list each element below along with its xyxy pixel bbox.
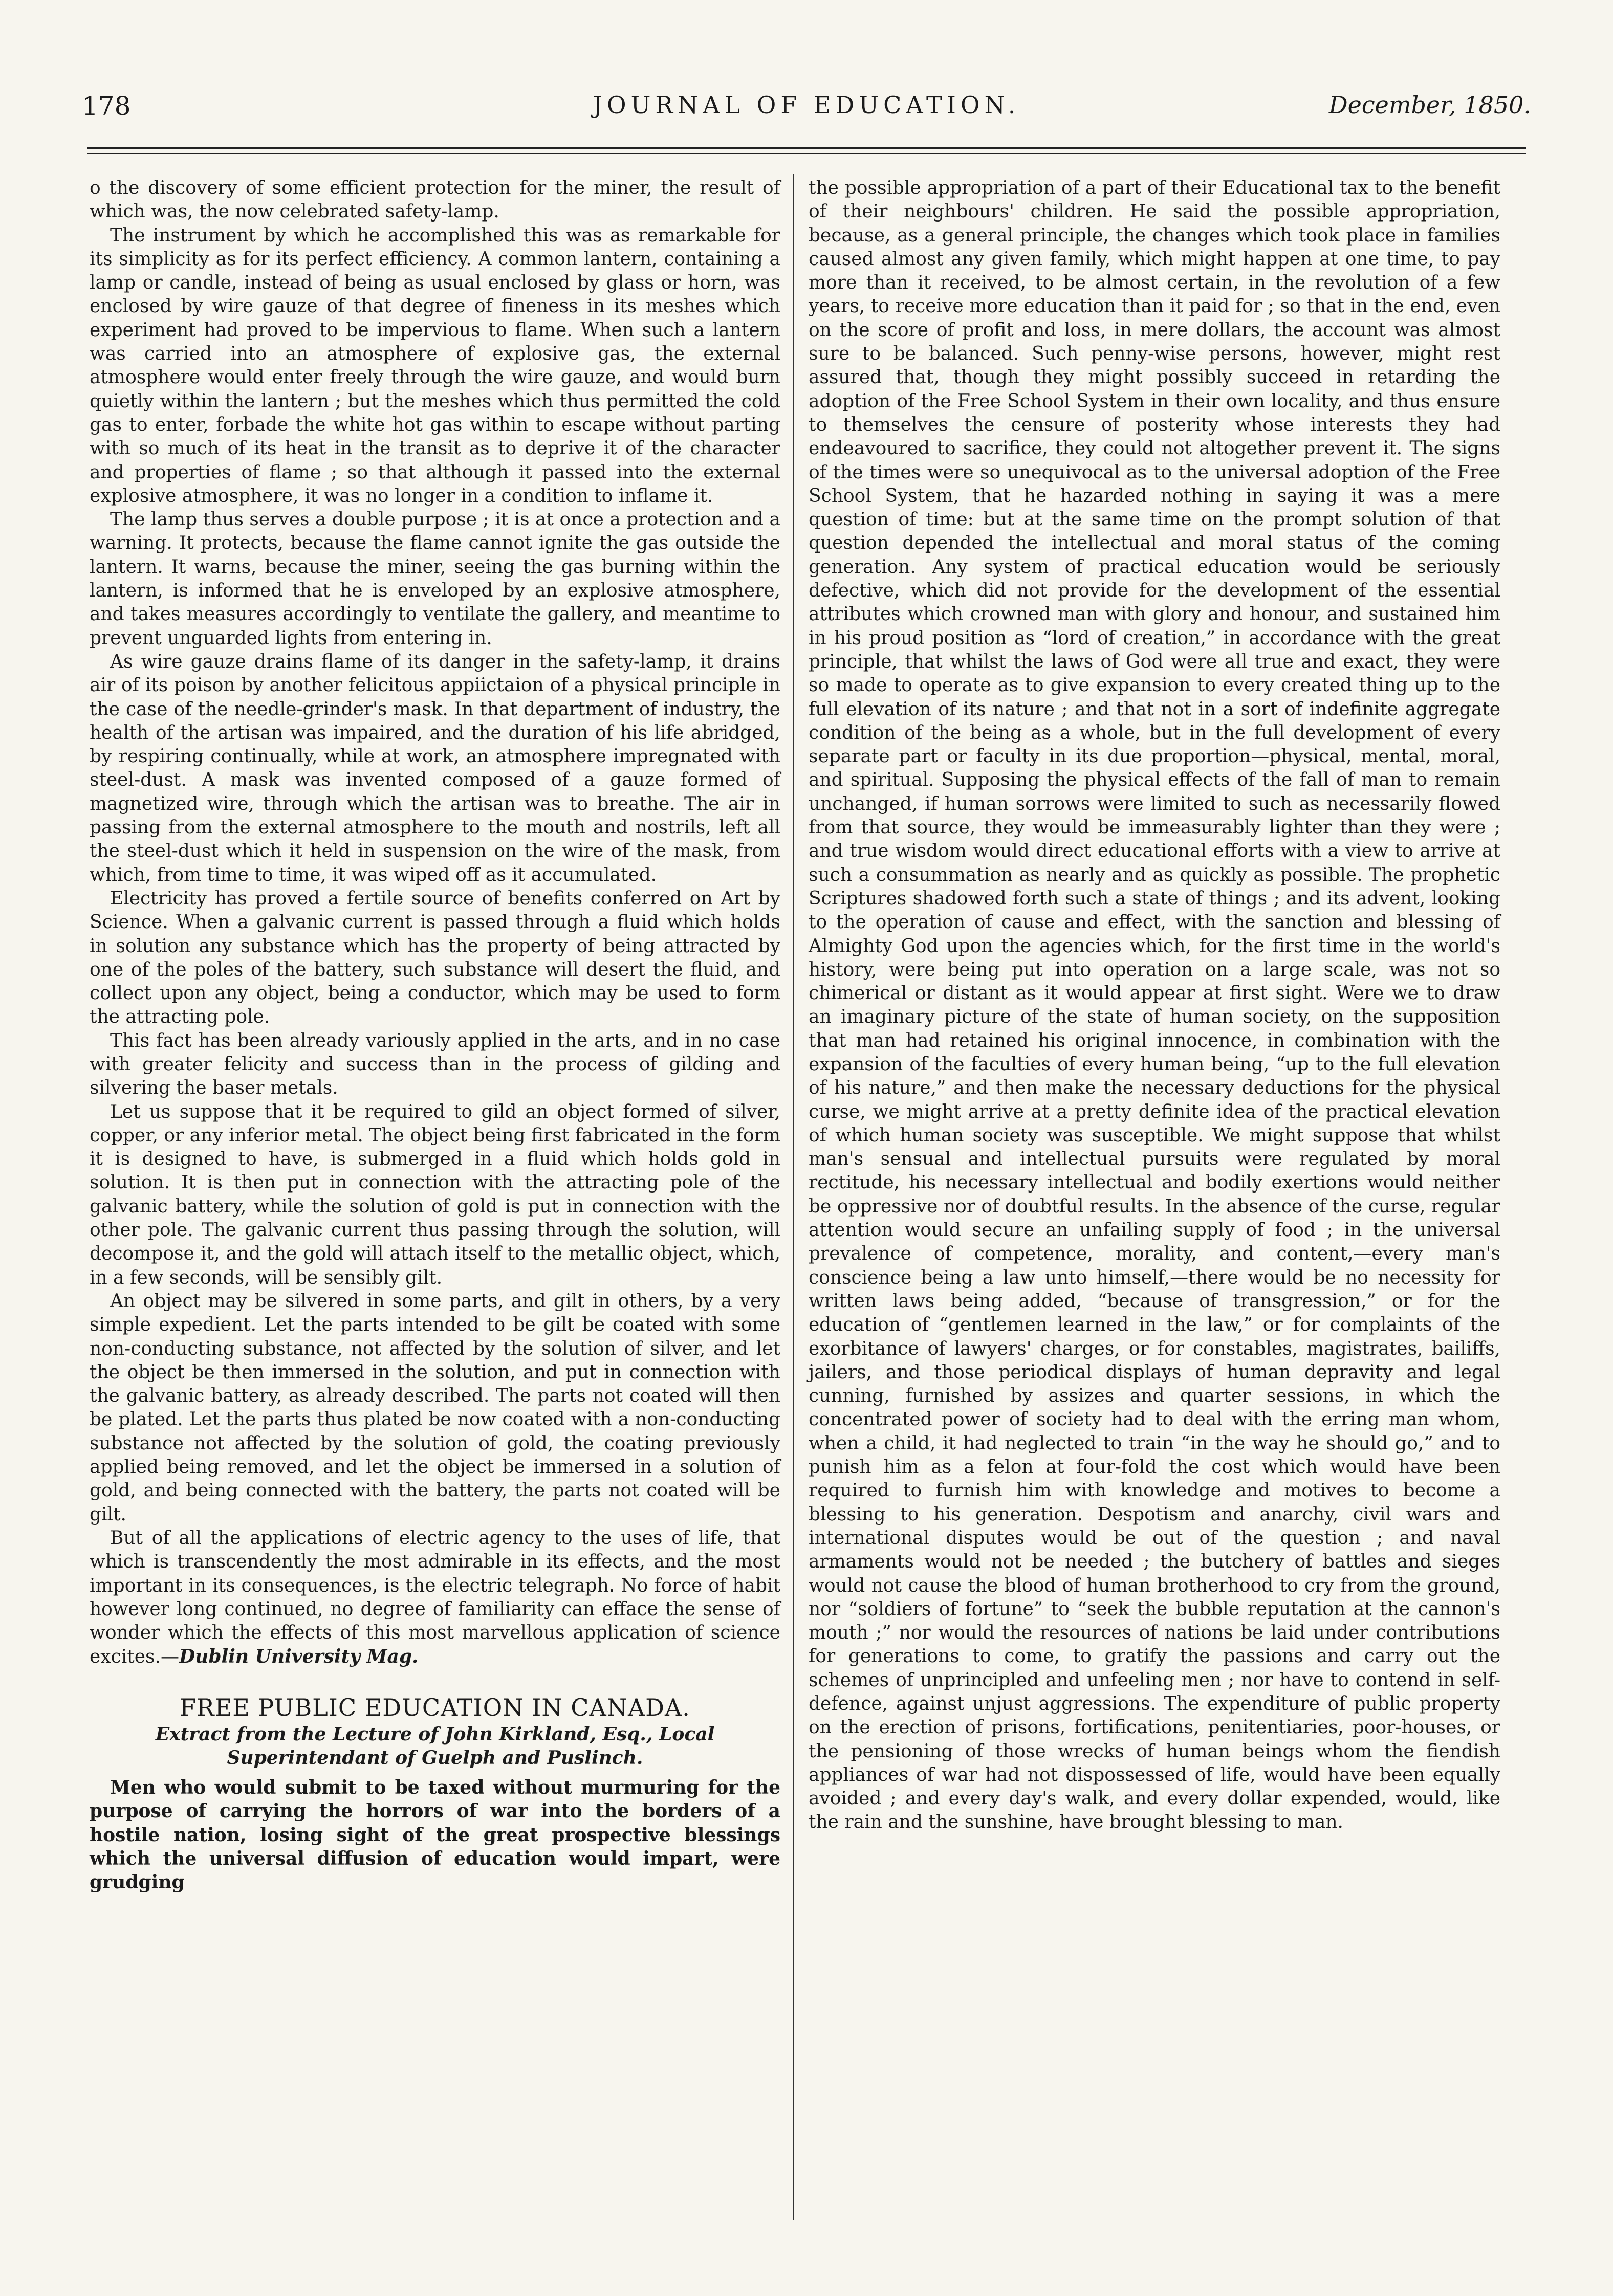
paragraph: Let us suppose that it be required to gild an object formed of silver, copper, or any inferior metal. The object being first fabricated in the form it is designed to have, is submerged in a fluid which holds gold in solution. It is then put in connection with the attracting pole of the galvanic battery, while the solution of gold is put in connection with the other pole. The galvanic current thus passing through the solution, will decompose it, and the gold will attach itself to the metallic object, which, in a few seconds, will be sensibly gilt. [90,1101,780,1288]
paragraph: This fact has been already variously applied in the arts, and in no case with greater felicity and success than in the process of gilding and silvering the baser metals. [90,1030,780,1099]
left-column [90,176,780,1894]
column-divider [793,174,794,2220]
citation: Dublin University Mag. [179,1646,419,1668]
paragraph: An object may be silvered in some parts, and gilt in others, by a very simple expedient. Let the parts intended to be gilt be coated with some non-conducting substance, not affected by the solution of silver, and let the object be then immersed in the solution, and put in connection with the galvanic battery, as already described. The parts not coated will then be plated. Let the parts thus plated be now coated with a non-conducting substance not affected by the solution of gold, the coating previously applied being removed, and let the object be immersed in a solution of gold, and being connected with the battery, the parts not coated will be gilt. [90,1290,780,1525]
section-subheading: Extract from the Lecture of John Kirkland, Esq., Local Superintendant of Guelph and Puslinch. [155,1724,715,1769]
page-number: 178 [82,91,131,121]
paragraph: The lamp thus serves a double purpose ; it is at once a protection and a warning. It protects, because the flame cannot ignite the gas outside the lantern. It warns, because the miner, seeing the gas burning within the lantern, is informed that he is enveloped by an explosive atmosphere, and takes measures accordingly to ventilate the gallery, and meantime to prevent unguarded lights from entering in. [90,509,780,649]
final-paragraph [90,1527,780,1669]
paragraph: The instrument by which he accomplished this was as remarkable for its simplicity as for its perfect efficiency. A common lantern, containing a lamp or candle, instead of being as usual enclosed by glass or horn, was enclosed by wire gauze of that degree of fineness in its meshes which experiment had proved to be impervious to flame. When such a lantern was carried into an atmosphere of explosive gas, the external atmosphere would enter freely through the wire gauze, and would burn quietly within the lantern ; but the meshes which thus permitted the cold gas to enter, forbade the white hot gas within to escape without parting with so much of its heat in the transit as to deprive it of the character and properties of flame ; so that although it passed into the external explosive atmosphere, it was no longer in a condition to inflame it. [90,225,780,506]
final-paragraph-text: But of all the applications of electric agency to the uses of life, that which is transcendently the most admirable in its effects, and the most important in its consequences, is the electric telegraph. No force of habit however long continued, no degree of familiarity can efface the sense of wonder which the effects of this most marvellous application of science excites.— [90,1527,780,1668]
page-header [82,91,1531,122]
section-paragraph: Men who would submit to be taxed without murmuring for the purpose of carrying the horrors of war into the borders of a hostile nation, losing sight of the great prospective blessings which the universal diffusion of education would impart, were grudging [90,1777,780,1893]
section-heading: FREE PUBLIC EDUCATION IN CANADA. [180,1693,690,1721]
paragraph: Electricity has proved a fertile source of benefits conferred on Art by Science. When a galvanic current is passed through a fluid which holds in solution any substance which has the property of being attracted by one of the poles of the battery, such substance will desert the fluid, and collect upon any object, being a conductor, which may be used to form the attracting pole. [90,888,780,1028]
paragraph: the possible appropriation of a part of their Educational tax to the benefit of their neighbours' children. He said the possible appropriation, because, as a general principle, the changes which took place in families caused almost any given family, which might happen at one time, to pay more than it received, to be almost certain, in the revolution of a few years, to receive more education than it paid for ; so that in the end, even on the score of profit and loss, in mere dollars, the account was almost sure to be balanced. Such penny-wise persons, however, might rest assured that, though they might possibly succeed in retarding the adoption of the Free School System in their own locality, and thus ensure to themselves the censure of posterity whose interests they had endeavoured to sacrifice, they could not altogether prevent it. The signs of the times were so unequivocal as to the universal adoption of the Free School System, that he hazarded nothing in saying it was a mere question of time: but at the same time on the prompt solution of that question depended the intellectual and moral status of the coming generation. Any system of practical education would be seriously defective, which did not provide for the development of the essential attributes which crowned man with glory and honour, and sustained him in his proud position as “lord of creation,” in accordance with the great principle, that whilst the laws of God were all true and exact, they were so made to operate as to give expansion to every created thing up to the full elevation of its nature ; and that not in a sort of indefinite aggregate condition of the being as a whole, but in the full development of every separate part or faculty in its due proportion—physical, mental, moral, and spiritual. Supposing the physical effects of the fall of man to remain unchanged, if human sorrows were limited to such as necessarily flowed from that source, they would be immeasurably lighter than they were ; and true wisdom would direct educational efforts with a view to arrive at such a consummation as nearly and as quickly as possible. The prophetic Scriptures shadowed forth such a state of things ; and its advent, looking to the operation of cause and effect, with the sanction and blessing of Almighty God upon the agencies which, for the first time in the world's history, were being put into operation on a large scale, was not so chimerical or distant as it would appear at first sight. Were we to draw an imaginary picture of the state of human society, on the supposition that man had retained his original innocence, in combination with the expansion of the faculties of every human being, “up to the full elevation of his nature,” and then make the necessary deductions for the physical curse, we might arrive at a pretty definite idea of the practical elevation of which human society was susceptible. We might suppose that whilst man's sensual and intellectual pursuits were regulated by moral rectitude, his necessary intellectual and bodily exertions would neither be oppressive nor of doubtful results. In the absence of the curse, regular attention would secure an unfailing supply of food ; in the universal prevalence of competence, morality, and content,—every man's conscience being a law unto himself,—there would be no necessity for written laws being added, “because of transgression,” or for the education of “gentlemen learned in the law,” or for complaints of the exorbitance of lawyers' charges, or for constables, magistrates, bailiffs, jailers, and those periodical displays of human depravity and legal cunning, furnished by assizes and quarter sessions, in which the concentrated power of society had to deal with the erring man whom, when a child, it had neglected to train “in the way he should go,” and to punish him as a felon at four-fold the cost which would have been required to furnish him with knowledge and motives to become a blessing to his generation. Despotism and anarchy, civil wars and international disputes would be out of the question ; and naval armaments would not be needed ; the butchery of battles and sieges would not cause the blood of human brotherhood to cry from the ground, nor “soldiers of fortune” to “seek the bubble reputation at the cannon's mouth ;” nor would the resources of nations be laid under contributions for generations to come, to gratify the passions and carry out the schemes of unprincipled and unfeeling men ; nor have to contend in self-defence, against unjust aggressions. The expenditure of public property on the erection of prisons, fortifications, penitentiaries, poor-houses, or the pensioning of those wrecks of human beings whom the fiendish appliances of war had not dispossessed of life, would have been equally avoided ; and every day's walk, and every dollar expended, would, like the rain and the sunshine, have brought blessing to man. [809,178,1500,1833]
paragraph: o the discovery of some efficient protection for the miner, the result of which was, the now celebrated safety-lamp. [90,178,780,223]
journal-title: JOURNAL OF EDUCATION. [593,91,1020,119]
header-rule [87,147,1526,149]
paragraph: As wire gauze drains flame of its danger in the safety-lamp, it drains air of its poison by another felicitous appiictaion of a physical principle in the case of the needle-grinder's mask. In that department of industry, the health of the artisan was impaired, and the duration of his life abridged, by respiring continually, while at work, an atmosphere impregnated with steel-dust. A mask was invented composed of a gauze formed of magnetized wire, through which the artisan was to breathe. The air in passing from the external atmosphere to the mouth and nostrils, left all the steel-dust which it held in suspension on the wire of the mask, from which, from time to time, it was wiped off as it accumulated. [90,651,780,886]
header-rule-thin [87,153,1526,154]
issue-date: December, 1850. [1328,91,1531,119]
right-column [809,176,1500,1835]
